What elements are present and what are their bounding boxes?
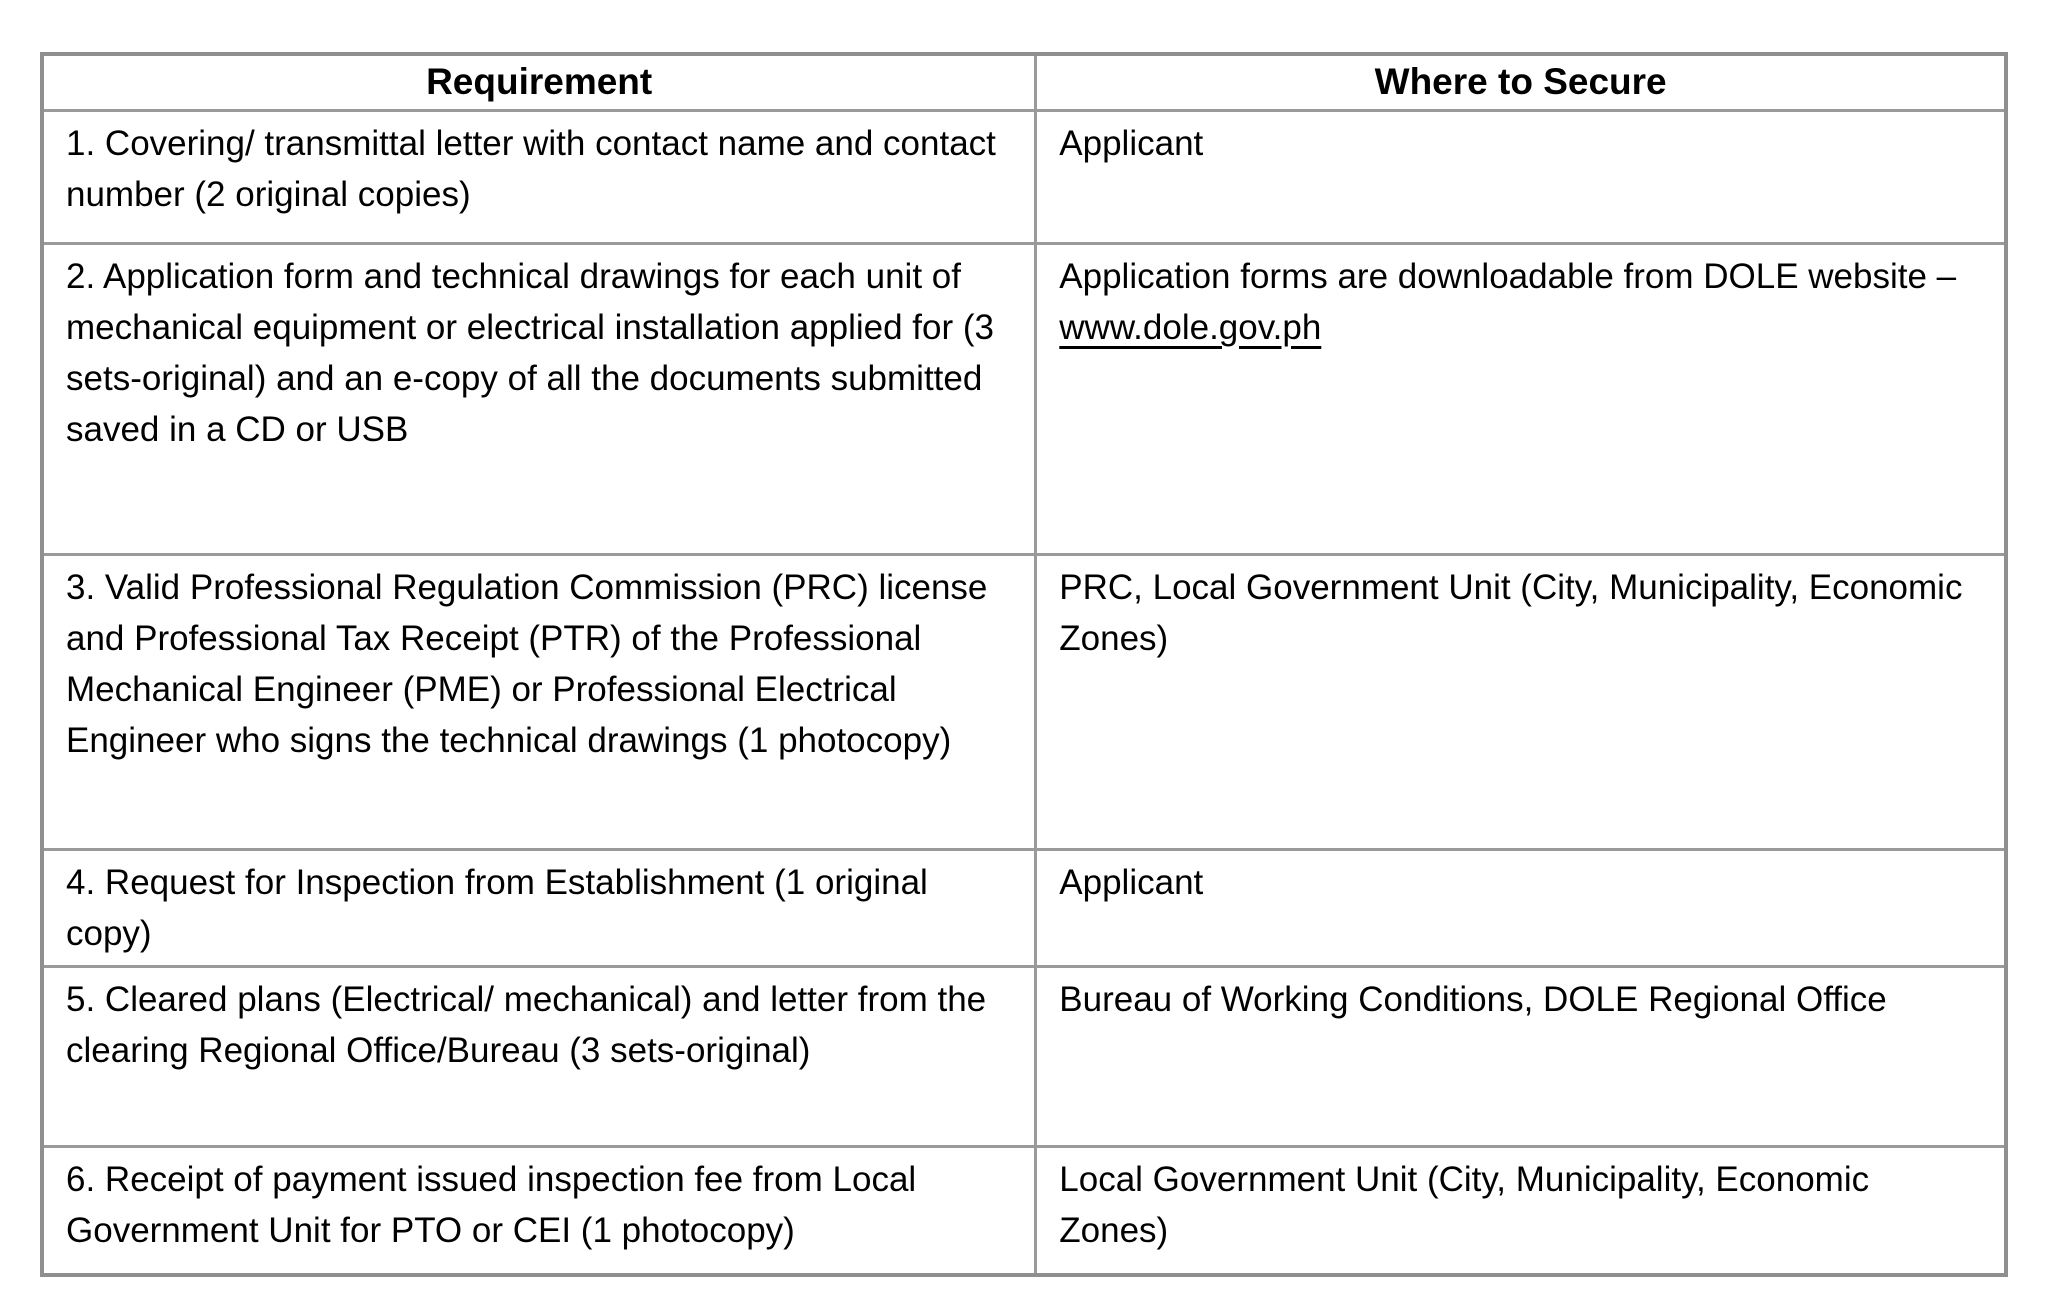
where-cell	[1036, 243, 2006, 554]
requirement-cell: 6. Receipt of payment issued inspection fee from Local Government Unit for PTO or CEI (1 photocopy)	[42, 1146, 1036, 1275]
requirement-cell: 3. Valid Professional Regulation Commission (PRC) license and Professional Tax Receipt (PTR) of the Professional Mechanical Engineer (PME) or Professional Electrical Engineer who signs the technical drawings (1 photocopy)	[42, 554, 1036, 849]
dole-website-link[interactable]: www.dole.gov.ph	[1059, 307, 1322, 347]
where-cell: Applicant	[1036, 110, 2006, 243]
column-header-where-to-secure: Where to Secure	[1036, 54, 2006, 110]
table-row	[42, 966, 2006, 1146]
where-cell: Local Government Unit (City, Municipality, Economic Zones)	[1036, 1146, 2006, 1275]
table-row	[42, 243, 2006, 554]
requirement-cell: 5. Cleared plans (Electrical/ mechanical) and letter from the clearing Regional Office/Bureau (3 sets-original)	[42, 966, 1036, 1146]
table-row	[42, 110, 2006, 243]
where-cell: PRC, Local Government Unit (City, Municipality, Economic Zones)	[1036, 554, 2006, 849]
requirement-cell: 4. Request for Inspection from Establishment (1 original copy)	[42, 849, 1036, 966]
table-row	[42, 554, 2006, 849]
where-cell: Bureau of Working Conditions, DOLE Regional Office	[1036, 966, 2006, 1146]
requirements-table	[40, 52, 2008, 1277]
where-cell: Applicant	[1036, 849, 2006, 966]
requirement-cell: 2. Application form and technical drawings for each unit of mechanical equipment or electrical installation applied for (3 sets-original) and an e-copy of all the documents submitted saved in a CD or USB	[42, 243, 1036, 554]
table-header-row	[42, 54, 2006, 110]
table-row	[42, 1146, 2006, 1275]
requirement-cell: 1. Covering/ transmittal letter with contact name and contact number (2 original copies)	[42, 110, 1036, 243]
column-header-requirement: Requirement	[42, 54, 1036, 110]
table-row	[42, 849, 2006, 966]
where-text: Application forms are downloadable from DOLE website –	[1059, 256, 1966, 296]
